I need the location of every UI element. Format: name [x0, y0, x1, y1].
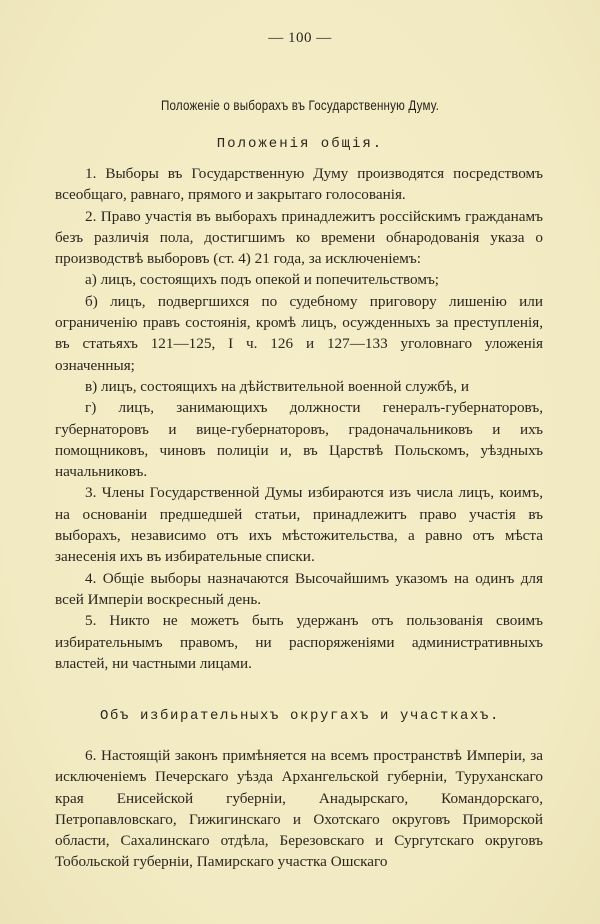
paragraph-4: 4. Общіе выборы назначаются Высочайшимъ указомъ на одинъ для всей Имперіи воскресный день. — [55, 569, 543, 608]
paragraph-5: 5. Никто не можетъ быть удержанъ отъ пользованія своимъ избирательнымъ правомъ, ни распоряженіями административныхъ властей, ни частными лицами. — [55, 612, 543, 672]
paragraph-3: 3. Члены Государственной Думы избираются изъ числа лицъ, коимъ, на основаніи предшедшей статьи, принадлежитъ право участія въ выборахъ, независимо отъ ихъ мѣстожительства, а равно отъ мѣста занесенія ихъ въ избирательные списки. — [55, 484, 543, 566]
page-number: — 100 — — [268, 30, 332, 46]
paragraph-1: 1. Выборы въ Государственную Думу производятся посредствомъ всеобщаго, равнаго, прямого и закрытаго голосованія. — [55, 165, 543, 204]
document-title: Положеніе о выборахъ въ Государственную Думу. — [160, 98, 440, 113]
paragraph-2: 2. Право участія въ выборахъ принадлежитъ россійскимъ гражданамъ безъ различія пола, достигшимъ ко времени обнародованія указа о производствѣ выборовъ (ст. 4) 21 года, за исключеніемъ: — [55, 207, 543, 268]
section-heading-districts: Объ избирательныхъ округахъ и участкахъ. — [99, 708, 501, 724]
section-districts-body — [55, 745, 543, 873]
paragraph-2a: а) лицъ, состоящихъ подъ опекой и попечительствомъ; — [85, 271, 440, 289]
paragraph-2g: г) лицъ, занимающихъ должности генералъ-губернаторовъ, губернаторовъ и вице-губернаторовъ, градоначальниковъ и ихъ помощниковъ, чиновъ полиціи и, въ Царствѣ Польскомъ, уѣздныхъ начальниковъ. — [55, 399, 543, 481]
paragraph-2b: б) лицъ, подвергшихся по судебному приговору лишенію или ограниченію правъ состоянія, кромѣ лицъ, осужденныхъ за преступленія, въ статьяхъ 121—125, I ч. 126 и 127—133 уголовнаго уложенія означенныя; — [55, 292, 543, 374]
paragraph-2v: в) лицъ, состоящихъ на дѣйствительной военной службѣ, и — [85, 377, 470, 395]
section-heading-general: Положенія общія. — [216, 136, 384, 152]
paragraph-6: 6. Настоящій законъ примѣняется на всемъ пространствѣ Имперіи, за исключеніемъ Печерскаго уѣзда Архангельской губерніи, Туруханскаго края Енисейской губерніи, Анадырскаго, Командорскаго, Петропавловскаго, Гижигинскаго и Охотскаго округовъ Приморской области, Сахалинскаго отдѣла, Березовскаго и Сургутскаго округовъ Тобольской губерніи, Памирскаго участка Ошскаго — [55, 747, 543, 871]
section-general-body — [55, 163, 543, 674]
